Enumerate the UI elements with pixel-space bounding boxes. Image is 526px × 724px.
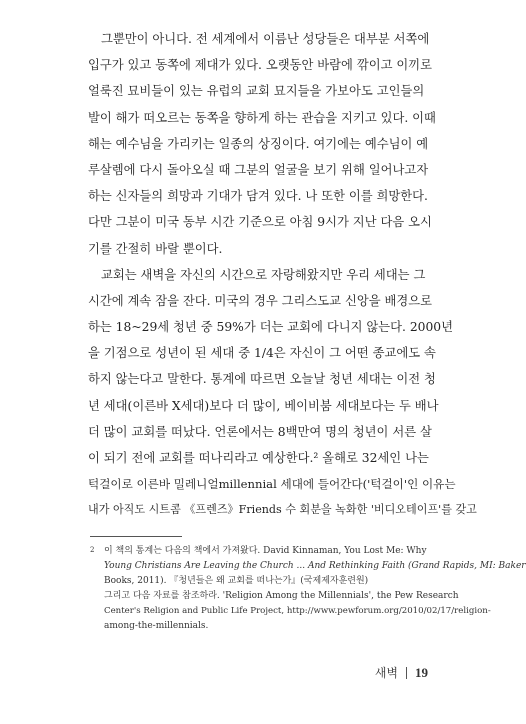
body-line: 발이 해가 떠오르는 동쪽을 향하게 하는 관습을 지키고 있다. 이때	[88, 110, 436, 125]
body-line: 그뿐만이 아니다. 전 세계에서 이름난 성당들은 대부분 서쪽에	[101, 32, 430, 46]
footnote-line: Young Christians Are Leaving the Church ... And Rethinking Faith (Grand Rapids, MI: Baker	[104, 561, 526, 571]
footnote-line: Center's Religion and Public Life Project, http://www.pewforum.org/2010/02/17/religion-	[104, 606, 491, 616]
body-line: 루살렘에 다시 돌아오실 때 그분의 얼굴을 보기 위해 일어나고자	[88, 162, 429, 177]
body-text	[88, 26, 477, 524]
page-footer	[375, 664, 428, 681]
body-line: 하는 신자들의 희망과 기대가 담겨 있다. 나 또한 이를 희망한다.	[88, 189, 428, 204]
body-line: 시간에 계속 잠을 잔다. 미국의 경우 그리스도교 신앙을 배경으로	[88, 293, 433, 308]
body-line: 하지 않는다고 말한다. 통계에 따르면 오늘날 청년 세대는 이전 청	[88, 372, 436, 387]
body-line: 이 되기 전에 교회를 떠나리라고 예상한다.² 올해로 32세인 나는	[88, 451, 429, 465]
footnote-line: Books, 2011). 『청년들은 왜 교회를 떠나는가』(국제제자훈련원)	[104, 576, 369, 586]
body-line: 년 세대(이른바 X세대)보다 더 많이, 베이비붐 세대보다는 두 배나	[88, 398, 439, 413]
footer-separator	[406, 667, 407, 679]
footnote-line: 그리고 다음 자료를 참조하라. 'Religion Among the Millennials', the Pew Research	[104, 591, 459, 601]
body-line: 교회는 새벽을 자신의 시간으로 자랑해왔지만 우리 세대는 그	[101, 267, 426, 282]
running-footer-chapter: 새벽	[374, 666, 398, 680]
footnote	[90, 544, 526, 634]
body-line: 을 기점으로 성년이 된 세대 중 1/4은 자신이 그 어떤 종교에도 속	[88, 346, 436, 361]
body-line: 입구가 있고 동쪽에 제대가 있다. 오랫동안 바람에 깎이고 이끼로	[88, 58, 433, 73]
footnote-line: among-the-millennials.	[104, 621, 209, 631]
footnote-line: 이 책의 통계는 다음의 책에서 가져왔다. David Kinnaman, You Lost Me: Why	[104, 546, 427, 556]
body-line: 얼룩진 묘비들이 있는 유럽의 교회 묘지들을 가보아도 고인들의	[88, 84, 425, 99]
body-line: 턱걸이로 이른바 밀레니얼millennial 세대에 들어간다('턱걸이'인 이유는	[88, 477, 456, 492]
body-line: 다만 그분이 미국 동부 시간 기준으로 아침 9시가 지난 다음 오시	[88, 215, 432, 230]
body-line: 더 많이 교회를 떠났다. 언론에서는 8백만여 명의 청년이 서른 살	[88, 424, 432, 439]
body-line: 해는 예수님을 가리키는 일종의 상징이다. 여기에는 예수님이 예	[88, 136, 429, 151]
body-line: 내가 아직도 시트콤 《프렌즈》Friends 수 회분을 녹화한 '비디오테이프'를 갖고	[88, 503, 477, 517]
body-line: 하는 18~29세 청년 중 59%가 더는 교회에 다니지 않는다. 2000년	[88, 320, 454, 335]
page-number: 19	[415, 664, 428, 680]
footnote-divider	[90, 536, 182, 537]
footnote-number: 2	[90, 546, 95, 554]
body-line: 기를 간절히 바랄 뿐이다.	[88, 241, 223, 256]
